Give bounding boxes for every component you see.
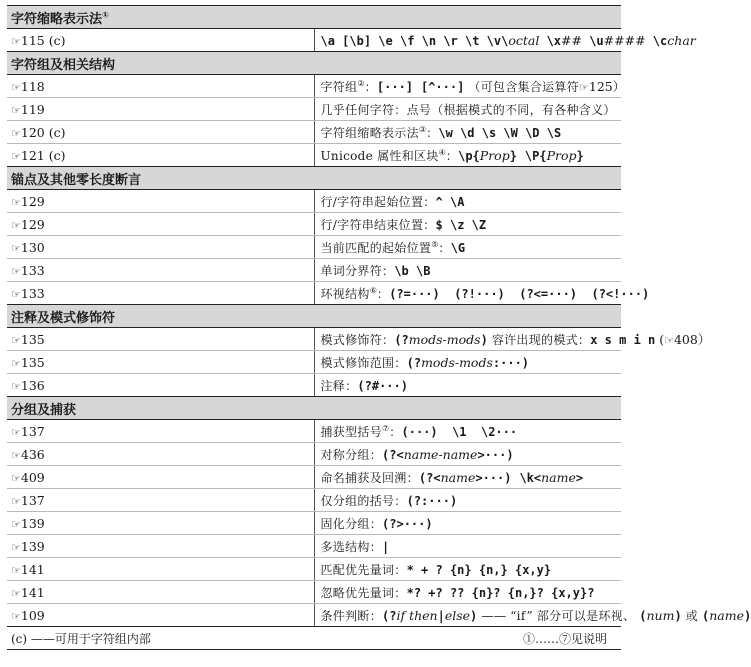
hand-pointing-icon: ☞ xyxy=(11,34,21,48)
hand-pointing-icon: ☞ xyxy=(11,517,21,531)
hand-pointing-icon: ☞ xyxy=(11,195,21,209)
hand-pointing-icon: ☞ xyxy=(11,471,21,485)
hand-pointing-icon: ☞ xyxy=(11,103,21,117)
table-row: ☞129 行/字符串起始位置：^ \A xyxy=(7,190,621,213)
hand-pointing-icon: ☞ xyxy=(11,448,21,462)
hand-pointing-icon: ☞ xyxy=(11,241,21,255)
table-row: ☞137 捕获型括号⑦：(···) \1 \2··· xyxy=(7,420,621,443)
table-row: ☞409 命名捕获及回溯：(?<name>···) \k<name> xyxy=(7,466,621,489)
table-row: ☞141 匹配优先量词：* + ? {n} {n,} {x,y} xyxy=(7,558,621,581)
section-title: 字符缩略表示法 xyxy=(11,11,103,27)
footnote-mark: ① xyxy=(102,10,109,20)
table-row: ☞118 字符组②：[···] [^···] （可包含集合运算符☞125） xyxy=(7,75,621,98)
hand-pointing-icon: ☞ xyxy=(11,333,21,347)
hand-pointing-icon: ☞ xyxy=(11,126,21,140)
hand-pointing-icon: ☞ xyxy=(664,334,674,347)
section-title: 分组及捕获 xyxy=(7,397,621,420)
table-row: ☞115 (c) \a [\b] \e \f \n \r \t \v\octal \x## \u#### \cchar xyxy=(7,29,621,52)
table-row: ☞139 固化分组：(?>···) xyxy=(7,512,621,535)
regex-reference-table xyxy=(7,5,751,650)
table-footer xyxy=(7,627,621,650)
hand-pointing-icon: ☞ xyxy=(11,264,21,278)
hand-pointing-icon: ☞ xyxy=(11,540,21,554)
hand-pointing-icon: ☞ xyxy=(11,609,21,623)
hand-pointing-icon: ☞ xyxy=(579,81,589,94)
hand-pointing-icon: ☞ xyxy=(11,287,21,301)
section-header xyxy=(7,397,621,420)
table-row: ☞436 对称分组：(?<name-name>···) xyxy=(7,443,621,466)
table-row: ☞133 单词分界符：\b \B xyxy=(7,259,621,282)
section-header xyxy=(7,167,621,190)
section-header xyxy=(7,6,621,29)
table-row: ☞135 模式修饰范围：(?mods-mods:···) xyxy=(7,351,621,374)
table-row: ☞109 条件判断：(?if then|else) —— “if” 部分可以是环视、 (num) 或 (name) xyxy=(7,604,621,627)
hand-pointing-icon: ☞ xyxy=(11,425,21,439)
table-row: ☞141 忽略优先量词：*? +? ?? {n}? {n,}? {x,y}? xyxy=(7,581,621,604)
table-row: ☞121 (c) Unicode 属性和区块④：\p{Prop} \P{Prop} xyxy=(7,144,621,167)
table-row: ☞135 模式修饰符：(?mods-mods) 容许出现的模式：x s m i n (☞408） xyxy=(7,328,621,351)
hand-pointing-icon: ☞ xyxy=(11,80,21,94)
table-row: ☞137 仅分组的括号：(?:···) xyxy=(7,489,621,512)
hand-pointing-icon: ☞ xyxy=(11,563,21,577)
table-row: ☞130 当前匹配的起始位置⑤：\G xyxy=(7,236,621,259)
section-title: 字符组及相关结构 xyxy=(7,52,621,75)
hand-pointing-icon: ☞ xyxy=(11,149,21,163)
hand-pointing-icon: ☞ xyxy=(11,218,21,232)
table-row: ☞119 几乎任何字符：点号（根据模式的不同，有各种含义） xyxy=(7,98,621,121)
hand-pointing-icon: ☞ xyxy=(11,379,21,393)
table-row: ☞133 环视结构⑥：(?=···) (?!···) (?<=···) (?<!···) xyxy=(7,282,621,305)
table-row: ☞139 多选结构：| xyxy=(7,535,621,558)
section-header xyxy=(7,52,621,75)
footer-note-left: (c) ——可用于字符组内部 xyxy=(7,627,314,650)
table-row: ☞136 注释：(?#···) xyxy=(7,374,621,397)
hand-pointing-icon: ☞ xyxy=(11,586,21,600)
section-title: 注释及模式修饰符 xyxy=(7,305,621,328)
hand-pointing-icon: ☞ xyxy=(11,494,21,508)
table-row: ☞120 (c) 字符组缩略表示法③：\w \d \s \W \D \S xyxy=(7,121,621,144)
footer-note-right: ①……⑦见说明 xyxy=(314,627,621,650)
table-row: ☞129 行/字符串结束位置：$ \z \Z xyxy=(7,213,621,236)
section-header xyxy=(7,305,621,328)
hand-pointing-icon: ☞ xyxy=(11,356,21,370)
section-title: 锚点及其他零长度断言 xyxy=(7,167,621,190)
